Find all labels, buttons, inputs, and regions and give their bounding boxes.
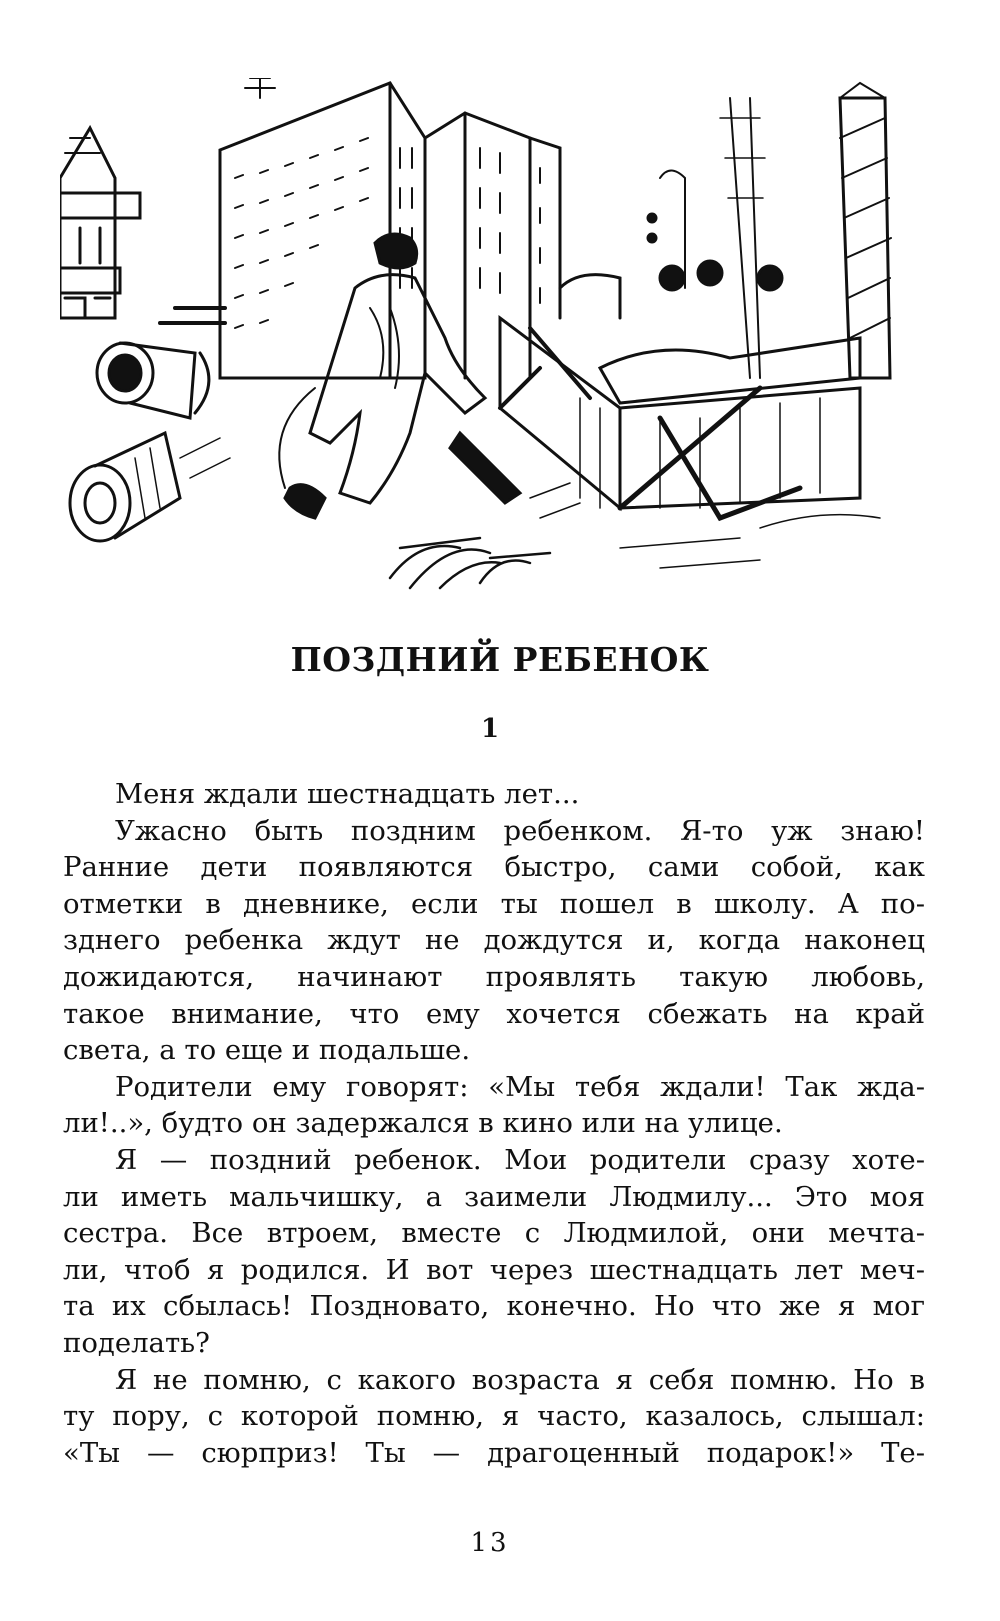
text-line: Меня ждали шестнадцать лет... (115, 778, 580, 810)
text-line: Я — поздний ребенок. Мои родители сразу хоте- (115, 1143, 925, 1176)
text-line: Ужасно быть поздним ребенком. Я-то уж знаю! (115, 814, 925, 847)
text-line: ли, чтоб я родился. И вот через шестнадцать лет меч- (63, 1253, 925, 1286)
text-line: сестра. Все втроем, вместе с Людмилой, они мечта- (63, 1217, 925, 1250)
text-line: зднего ребенка ждут не дождутся и, когда наконец (63, 924, 925, 957)
grass (390, 538, 550, 588)
text-line: «Ты — сюрприз! Ты — драгоценный подарок!» Те- (63, 1436, 925, 1469)
text-line: Родители ему говорят: «Мы тебя ждали! Так жда- (115, 1070, 925, 1103)
chapter-title: ПОЗДНИЙ РЕБЕНОК (290, 640, 710, 679)
crane-tower (720, 83, 891, 378)
text-line: отметки в дневнике, если ты пошел в школу. А по- (63, 887, 925, 920)
chapter-body-text (63, 776, 925, 1471)
text-line: Ранние дети появляются быстро, сами собой, как (63, 851, 925, 884)
chapter-illustration (60, 78, 910, 598)
left-building (60, 128, 140, 318)
text-line: ли иметь мальчишку, а заимели Людмилу... Это моя (63, 1180, 925, 1213)
concrete-pipes (70, 343, 209, 541)
construction-fence (500, 171, 860, 519)
text-line: света, а то еще и подальше. (63, 1034, 471, 1067)
text-line: ли!..», будто он задержался в кино или на улице. (63, 1107, 783, 1140)
page-number: 13 (470, 1528, 510, 1558)
chapter-number: 1 (480, 714, 500, 744)
text-line: Я не помню, с какого возраста я себя помню. Но в (115, 1363, 925, 1396)
text-line: ту пору, с которой помню, я часто, казалось, слышал: (63, 1400, 925, 1433)
text-line: такое внимание, что ему хочется сбежать на край (63, 997, 925, 1030)
text-line: поделать? (63, 1326, 210, 1359)
text-line: та их сбылась! Поздновато, конечно. Но что же я мог (63, 1290, 925, 1323)
text-line: дожидаются, начинают проявлять такую любовь, (63, 960, 925, 993)
